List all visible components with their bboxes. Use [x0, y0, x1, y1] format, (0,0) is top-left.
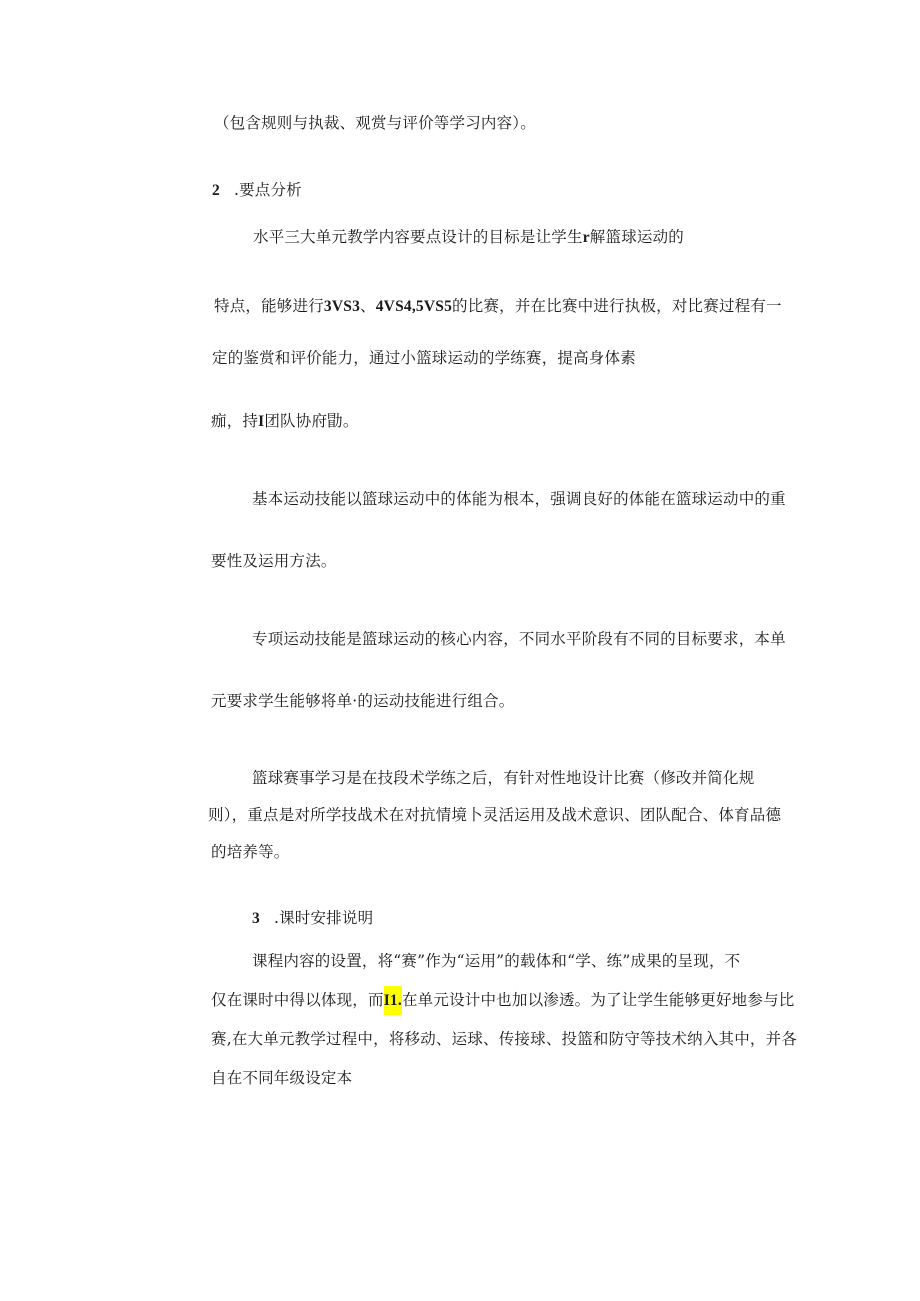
p4-line-3 — [211, 842, 290, 862]
section-number-3: 3 — [252, 910, 260, 927]
p3-line-2 — [211, 691, 514, 711]
section-title-3: .课时安排说明 — [273, 909, 374, 927]
p1-line-2-text-d: 4VS4,5VS5 — [375, 298, 453, 315]
p4-line-2 — [208, 805, 781, 825]
p2-line-1-text: 基本运动技能以篮球运动中的体能为根本，强调良好的体能在篮球运动中的重 — [252, 490, 786, 508]
p3-line-1 — [252, 629, 786, 649]
p3-line-2-text: 元要求学生能够将单·的运动技能进行组合。 — [211, 692, 515, 710]
p4-line-1 — [252, 768, 754, 788]
p1-line-4 — [211, 411, 359, 432]
paragraph-intro — [214, 113, 536, 133]
p1-line-2-text-b: 3VS3 — [323, 298, 361, 315]
p1-line-2 — [214, 296, 782, 317]
p1-line-4-text-c: 团队协府勖。 — [264, 412, 359, 430]
p5-line-1 — [252, 951, 740, 971]
p5-line-3-text: 赛,在大单元教学过程中，将移动、运球、传接球、投篮和防守等技术纳入其中，并各 — [211, 1030, 798, 1048]
p4-line-3-text: 的培养等。 — [211, 843, 290, 861]
p1-line-1-text-b: r — [582, 229, 590, 246]
p1-line-3-text: 定的鉴赏和评价能力，通过小篮球运动的学练赛，提高身体素 — [212, 349, 636, 367]
p5-line-2 — [211, 990, 794, 1011]
p1-line-1 — [253, 227, 684, 248]
section-number-2: 2 — [212, 182, 220, 199]
p2-line-2-text: 要性及运用方法。 — [211, 552, 337, 570]
p1-line-1-text-a: 水平三大单元教学内容要点设计的目标是让学生 — [253, 228, 583, 246]
p1-line-1-text-c: 解篮球运动的 — [589, 228, 684, 246]
p5-line-4-text: 自在不同年级设定本 — [211, 1069, 353, 1087]
p4-line-1-text: 篮球赛事学习是在技段术学练之后，有针对性地设计比赛（修改并简化规 — [252, 769, 755, 787]
p5-line-3 — [211, 1029, 797, 1049]
p1-line-4-text-a: 痂，持 — [211, 412, 259, 430]
p1-line-2-text-c: 、 — [360, 297, 376, 315]
p5-line-1-text: 课程内容的设置，将“赛”作为“运用”的载体和“学、练”成果的呈现，不 — [252, 952, 741, 970]
p2-line-2 — [211, 551, 337, 571]
section-heading-2 — [212, 180, 302, 201]
highlighted-mark: I1. — [384, 986, 402, 1015]
p1-line-2-text-a: 特点，能够进行 — [214, 297, 324, 315]
section-heading-3 — [252, 908, 373, 929]
intro-text: （包含规则与执裁、观赏与评价等学习内容）。 — [214, 114, 536, 132]
p4-line-2-text: 则），重点是对所学技战术在对抗情境卜灵活运用及战术意识、团队配合、体育品德 — [208, 806, 782, 824]
p5-line-4 — [211, 1068, 352, 1088]
p5-line-2-text-a: 仅在课时中得以体现，而 — [211, 991, 384, 1009]
p1-line-2-text-e: 的比赛，并在比赛中进行执极，对比赛过程有一 — [452, 297, 782, 315]
p3-line-1-text: 专项运动技能是篮球运动的核心内容，不同水平阶段有不同的目标要求，本单 — [252, 630, 786, 648]
section-title-2: .要点分析 — [233, 181, 302, 199]
p2-line-1 — [252, 489, 786, 509]
p1-line-3 — [212, 348, 636, 368]
p1-line-4-text-b: I — [258, 413, 265, 430]
p5-line-2-text-c: 在单元设计中也加以渗透。为了让学生能够更好地参与比 — [401, 991, 795, 1009]
